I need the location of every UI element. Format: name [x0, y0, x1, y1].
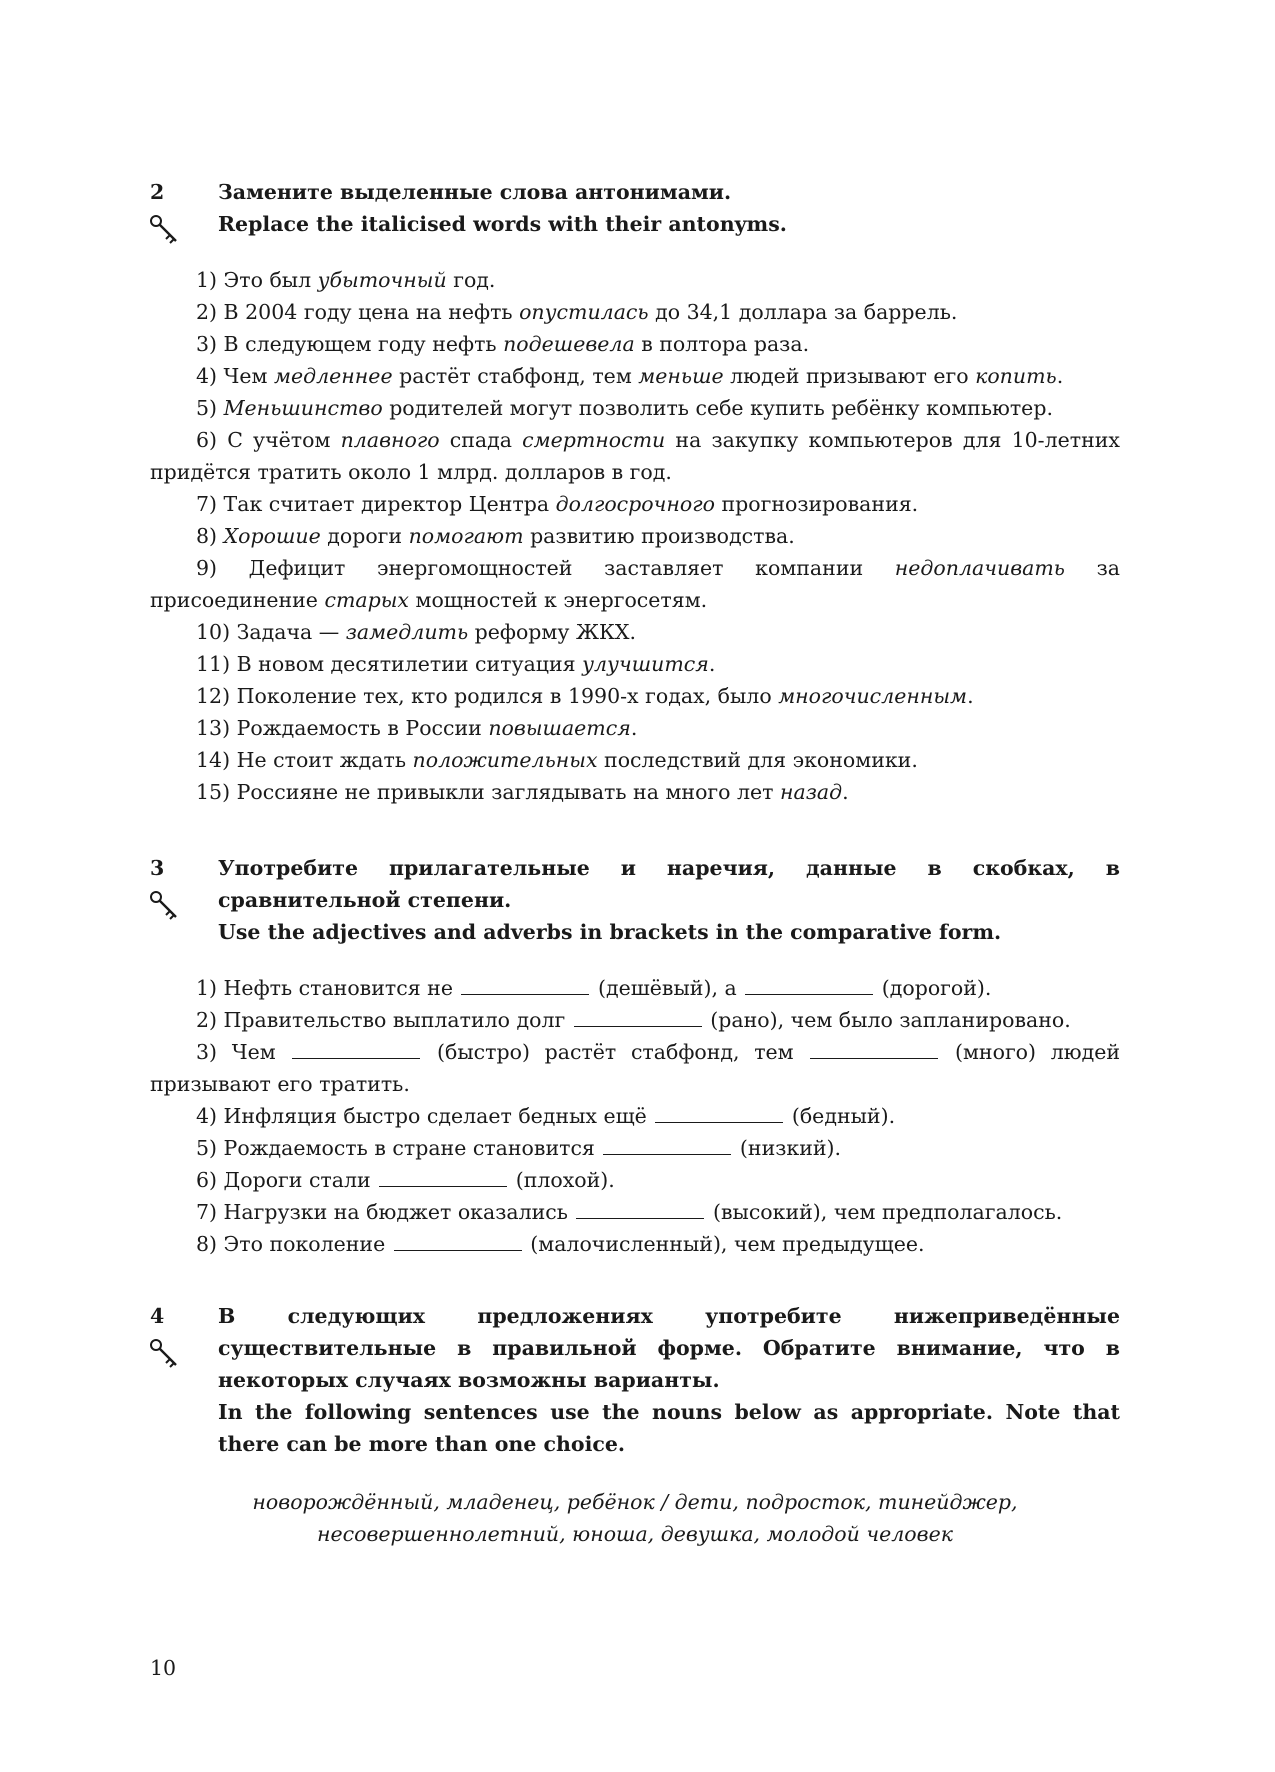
answer-blank[interactable]: [745, 974, 873, 995]
answer-blank[interactable]: [394, 1230, 522, 1251]
exercise-item: 9) Дефицит энергомощностей заставляет компании недоплачивать за присоединение старых мощностей к энергосетям.: [150, 556, 1120, 612]
answer-blank[interactable]: [461, 974, 589, 995]
exercise-item: 7) Так считает директор Центра долгосрочного прогнозирования.: [196, 492, 919, 516]
exercise-items: [150, 972, 1120, 1260]
answer-blank[interactable]: [379, 1166, 507, 1187]
answer-blank[interactable]: [603, 1134, 731, 1155]
exercise-item: 10) Задача — замедлить реформу ЖКХ.: [196, 620, 636, 644]
exercise-number: 3: [150, 856, 165, 880]
key-icon: [148, 1336, 182, 1370]
exercise-item: 2) В 2004 году цена на нефть опустилась до 34,1 доллара за баррель.: [196, 300, 958, 324]
exercise-item: 6) С учётом плавного спада смертности на закупку компьютеров для 10-летних придётся тратить около 1 млрд. долларов в год.: [150, 428, 1120, 484]
exercise-item: 5) Меньшинство родителей могут позволить себе купить ребёнку компьютер.: [196, 396, 1053, 420]
key-icon: [148, 888, 182, 922]
instruction-en: In the following sentences use the nouns below as appropriate. Note that there can be more than one choice.: [218, 1400, 1120, 1456]
exercise-header: [150, 1300, 1120, 1460]
exercise-item: 5) Рождаемость в стране становится (низкий).: [196, 1136, 842, 1160]
instruction-ru: В следующих предложениях употребите нижеприведённые существительные в правильной форме. Обратите внимание, что в некоторых случаях возможны варианты.: [218, 1304, 1120, 1392]
instruction-en: Use the adjectives and adverbs in brackets in the comparative form.: [218, 920, 1002, 944]
instruction-ru: Замените выделенные слова антонимами.: [218, 180, 732, 204]
answer-blank[interactable]: [655, 1102, 783, 1123]
exercise-items: [150, 264, 1120, 808]
exercise-header: [150, 852, 1120, 948]
exercise-item: 14) Не стоит ждать положительных последствий для экономики.: [196, 748, 918, 772]
exercise-number: 4: [150, 1304, 165, 1328]
instruction-ru: Употребите прилагательные и наречия, данные в скобках, в сравнительной степени.: [218, 856, 1120, 912]
answer-blank[interactable]: [576, 1198, 704, 1219]
word-bank: новорождённый, младенец, ребёнок / дети, подросток, тинейджер, несовершеннолетний, юноша, девушка, молодой человек: [252, 1490, 1018, 1546]
exercise-item: 7) Нагрузки на бюджет оказались (высокий), чем предполагалось.: [196, 1200, 1063, 1224]
exercise-3: [150, 852, 1120, 1260]
page-number: 10: [150, 1656, 177, 1680]
answer-blank[interactable]: [574, 1006, 702, 1027]
exercise-item: 4) Чем медленнее растёт стабфонд, тем меньше людей призывают его копить.: [196, 364, 1064, 388]
instruction-en: Replace the italicised words with their antonyms.: [218, 212, 787, 236]
exercise-4: [150, 1300, 1120, 1550]
exercise-item: 6) Дороги стали (плохой).: [196, 1168, 615, 1192]
exercise-item: 2) Правительство выплатило долг (рано), чем было запланировано.: [196, 1008, 1071, 1032]
exercise-item: 3) В следующем году нефть подешевела в полтора раза.: [196, 332, 810, 356]
exercise-item: 4) Инфляция быстро сделает бедных ещё (бедный).: [196, 1104, 896, 1128]
exercise-item: 8) Хорошие дороги помогают развитию производства.: [196, 524, 795, 548]
exercise-item: 1) Нефть становится не (дешёвый), а (дорогой).: [196, 976, 992, 1000]
answer-blank[interactable]: [810, 1038, 938, 1059]
exercise-item: 15) Россияне не привыкли заглядывать на много лет назад.: [196, 780, 849, 804]
exercise-item: 8) Это поколение (малочисленный), чем предыдущее.: [196, 1232, 925, 1256]
exercise-item: 12) Поколение тех, кто родился в 1990-х годах, было многочисленным.: [196, 684, 974, 708]
key-icon: [148, 212, 182, 246]
exercise-item: 1) Это был убыточный год.: [196, 268, 496, 292]
answer-blank[interactable]: [292, 1038, 420, 1059]
exercise-2: [150, 176, 1120, 808]
exercise-item: 3) Чем (быстро) растёт стабфонд, тем (много) людей призывают его тратить.: [150, 1040, 1120, 1096]
exercise-item: 11) В новом десятилетии ситуация улучшится.: [196, 652, 716, 676]
exercise-number: 2: [150, 180, 165, 204]
exercise-item: 13) Рождаемость в России повышается.: [196, 716, 638, 740]
exercise-header: [150, 176, 1120, 240]
